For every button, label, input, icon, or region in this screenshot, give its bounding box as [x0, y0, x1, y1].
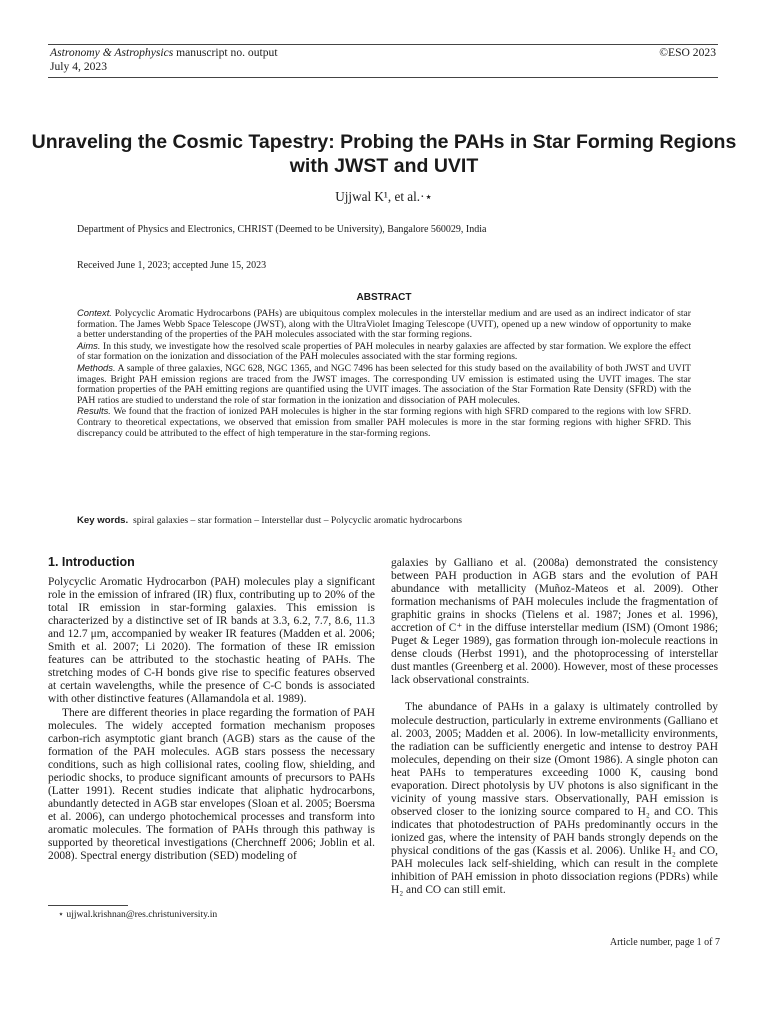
- abstract-label: Aims.: [77, 339, 101, 351]
- abstract-label: Results.: [77, 405, 111, 417]
- abstract-label: Methods.: [77, 361, 116, 373]
- abstract-methods: [77, 363, 691, 406]
- paragraph: The abundance of PAHs in a galaxy is ultimately controlled by molecule destruction, particularly in extreme environments (Galliano et al. 2003, 2005; Madden et al. 2006). In low-metallicity environments, the radiation can be sufficiently energetic and intense to destroy PAH molecules, depending on their size (Omont 1986). A single photon can heat PAHs to temperatures exceeding 1000 K, causing bond evaporation. Direct photolysis by UV photons is also significant in the vicinity of young massive stars. Observationally, PAH emission is observed closer to the ionizing source compared to H₂ and CO. This indicates that photodestruction of PAHs predominantly occurs in the ionized gas, where the intensity of PAH bands strongly depends on the physical conditions of the gas (Kassis et al. 2006). Unlike H₂ and CO, PAH molecules lack self-shielding, which can result in the complete inhibition of PAH emission in photo dissociation regions (PDRs) while H₂ and CO can still emit.: [391, 701, 718, 897]
- paragraph: galaxies by Galliano et al. (2008a) demonstrated the consistency between PAH production in AGB stars and the evolution of PAH abundance with metallicity (Muñoz-Mateos et al. 2009). Other formation mechanisms of PAH molecules include the fragmentation of graphitic grains in shocks (Tielens et al. 1987; Jones et al. 1996), accretion of C⁺ in the diffuse interstellar medium (ISM) (Omont 1986; Puget & Leger 1989), gas formation through ion-molecule reactions in dense clouds (Herbst 1991), and the photoprocessing of interstellar dust mantles (Greenberg et al. 2000). However, most of these processes lack observational constraints.: [391, 557, 718, 687]
- paragraph: Polycyclic Aromatic Hydrocarbon (PAH) molecules play a significant role in the emission of infrared (IR) flux, contributing up to 20% of the total IR emission in star-forming galaxies. This emission is characterized by a distinctive set of IR bands at 3.3, 6.2, 7.7, 8.6, 11.3 and 12.7 μm, accompanied by weaker IR features (Madden et al. 2006; Smith et al. 2007; Li 2020). The formation of these IR emission features can be attributed to the stochastic heating of PAHs. The stretching modes of C-H bonds give rise to specific features observed at certain wavelengths, while the presence of C-C bonds is associated with other distinctive features (Allamandola et al. 1989).: [48, 576, 375, 706]
- keywords-label: Key words.: [77, 515, 129, 526]
- abstract-aims: [77, 341, 691, 363]
- header-date: July 4, 2023: [50, 60, 108, 73]
- paragraph: There are different theories in place regarding the formation of PAH molecules. The widely accepted formation mechanism proposes carbon-rich asymptotic giant branch (AGB) stars as the cause of the formation of the PAH molecules. AGB stars possess the necessary conditions, such as high collisional rates, cooling flow, shielding, and periodic shocks, to produce significant amounts of precursors to PAHs (Latter 1991). Recent studies indicate that aliphatic hydrocarbons, abundantly detected in AGB star envelopes (Sloan et al. 2005; Boersma et al. 2006), can undergo photochemical processes and transform into aromatic molecules. The formation of PAHs through this pathway is supported by theoretical investigations (Cherchneff 2006; Joblin et al. 2008). Spectral energy distribution (SED) modeling of: [48, 706, 375, 863]
- paper-title: Unraveling the Cosmic Tapestry: Probing the PAHs in Star Forming Regions with JWST and UVIT: [31, 131, 737, 177]
- section-title: 1. Introduction: [48, 555, 135, 569]
- header-left: [50, 46, 278, 74]
- keywords: [77, 515, 462, 526]
- abstract-context: [77, 308, 691, 341]
- abstract-text: In this study, we investigate how the resolved scale properties of PAH molecules in nearby galaxies are affected by star formation. We explore the effect of star formation on the ionization and dissociation of the PAH molecules associated with the star forming regions.: [77, 340, 691, 363]
- page-number: Article number, page 1 of 7: [609, 937, 720, 948]
- copyright: ©ESO 2023: [659, 46, 716, 59]
- authors: Ujjwal K¹, et al.·⋆: [335, 189, 433, 204]
- affiliation: Department of Physics and Electronics, CHRIST (Deemed to be University), Bangalore 560029, India: [77, 224, 487, 235]
- footnote-rule: [48, 905, 128, 906]
- abstract: [77, 308, 691, 439]
- right-column: [391, 557, 718, 897]
- running-header: [48, 44, 718, 78]
- abstract-heading: ABSTRACT: [356, 292, 412, 303]
- keywords-text: spiral galaxies – star formation – Interstellar dust – Polycyclic aromatic hydrocarbons: [132, 515, 463, 526]
- footnote: ⋆ ujjwal.krishnan@res.christuniversity.in: [58, 909, 218, 920]
- received-dates: Received June 1, 2023; accepted June 15, 2023: [77, 260, 267, 271]
- abstract-text: A sample of three galaxies, NGC 628, NGC 1365, and NGC 7496 has been selected for this study based on the availability of both JWST and UVIT images. Bright PAH emission regions are traced from the JWST images. The corresponding UV emission is estimated using the UVIT images. The star formation properties of the PAH emitting regions are quantified using the UVIT images. The association of the Star Formation Rate Density (SFRD) with the PAH ratios are studied to understand the role of star formation in the ionization and dissociation of PAH molecules.: [77, 362, 691, 406]
- abstract-text: Polycyclic Aromatic Hydrocarbons (PAHs) are ubiquitous complex molecules in the interstellar medium and are used as an indirect indicator of star formation. The James Webb Space Telescope (JWST), along with the UltraViolet Imaging Telescope (UVIT), opened up a new window of opportunity to make a better understanding of the properties of the PAH molecules associated with the star forming regions.: [77, 308, 691, 341]
- abstract-text: We found that the fraction of ionized PAH molecules is higher in the star forming regions with high SFRD compared to the regions with low SFRD. Contrary to theoretical expectations, we observed that emission from smaller PAH molecules is more in the star forming regions with higher SFRD. This discrepancy could be attributed to the effect of high temperature in the star-forming regions.: [77, 406, 691, 439]
- left-column: [48, 556, 375, 863]
- abstract-label: Context.: [77, 307, 112, 318]
- journal-name: Astronomy & Astrophysics: [50, 46, 174, 59]
- abstract-results: [77, 406, 691, 439]
- manuscript-label: manuscript no. output: [173, 46, 278, 59]
